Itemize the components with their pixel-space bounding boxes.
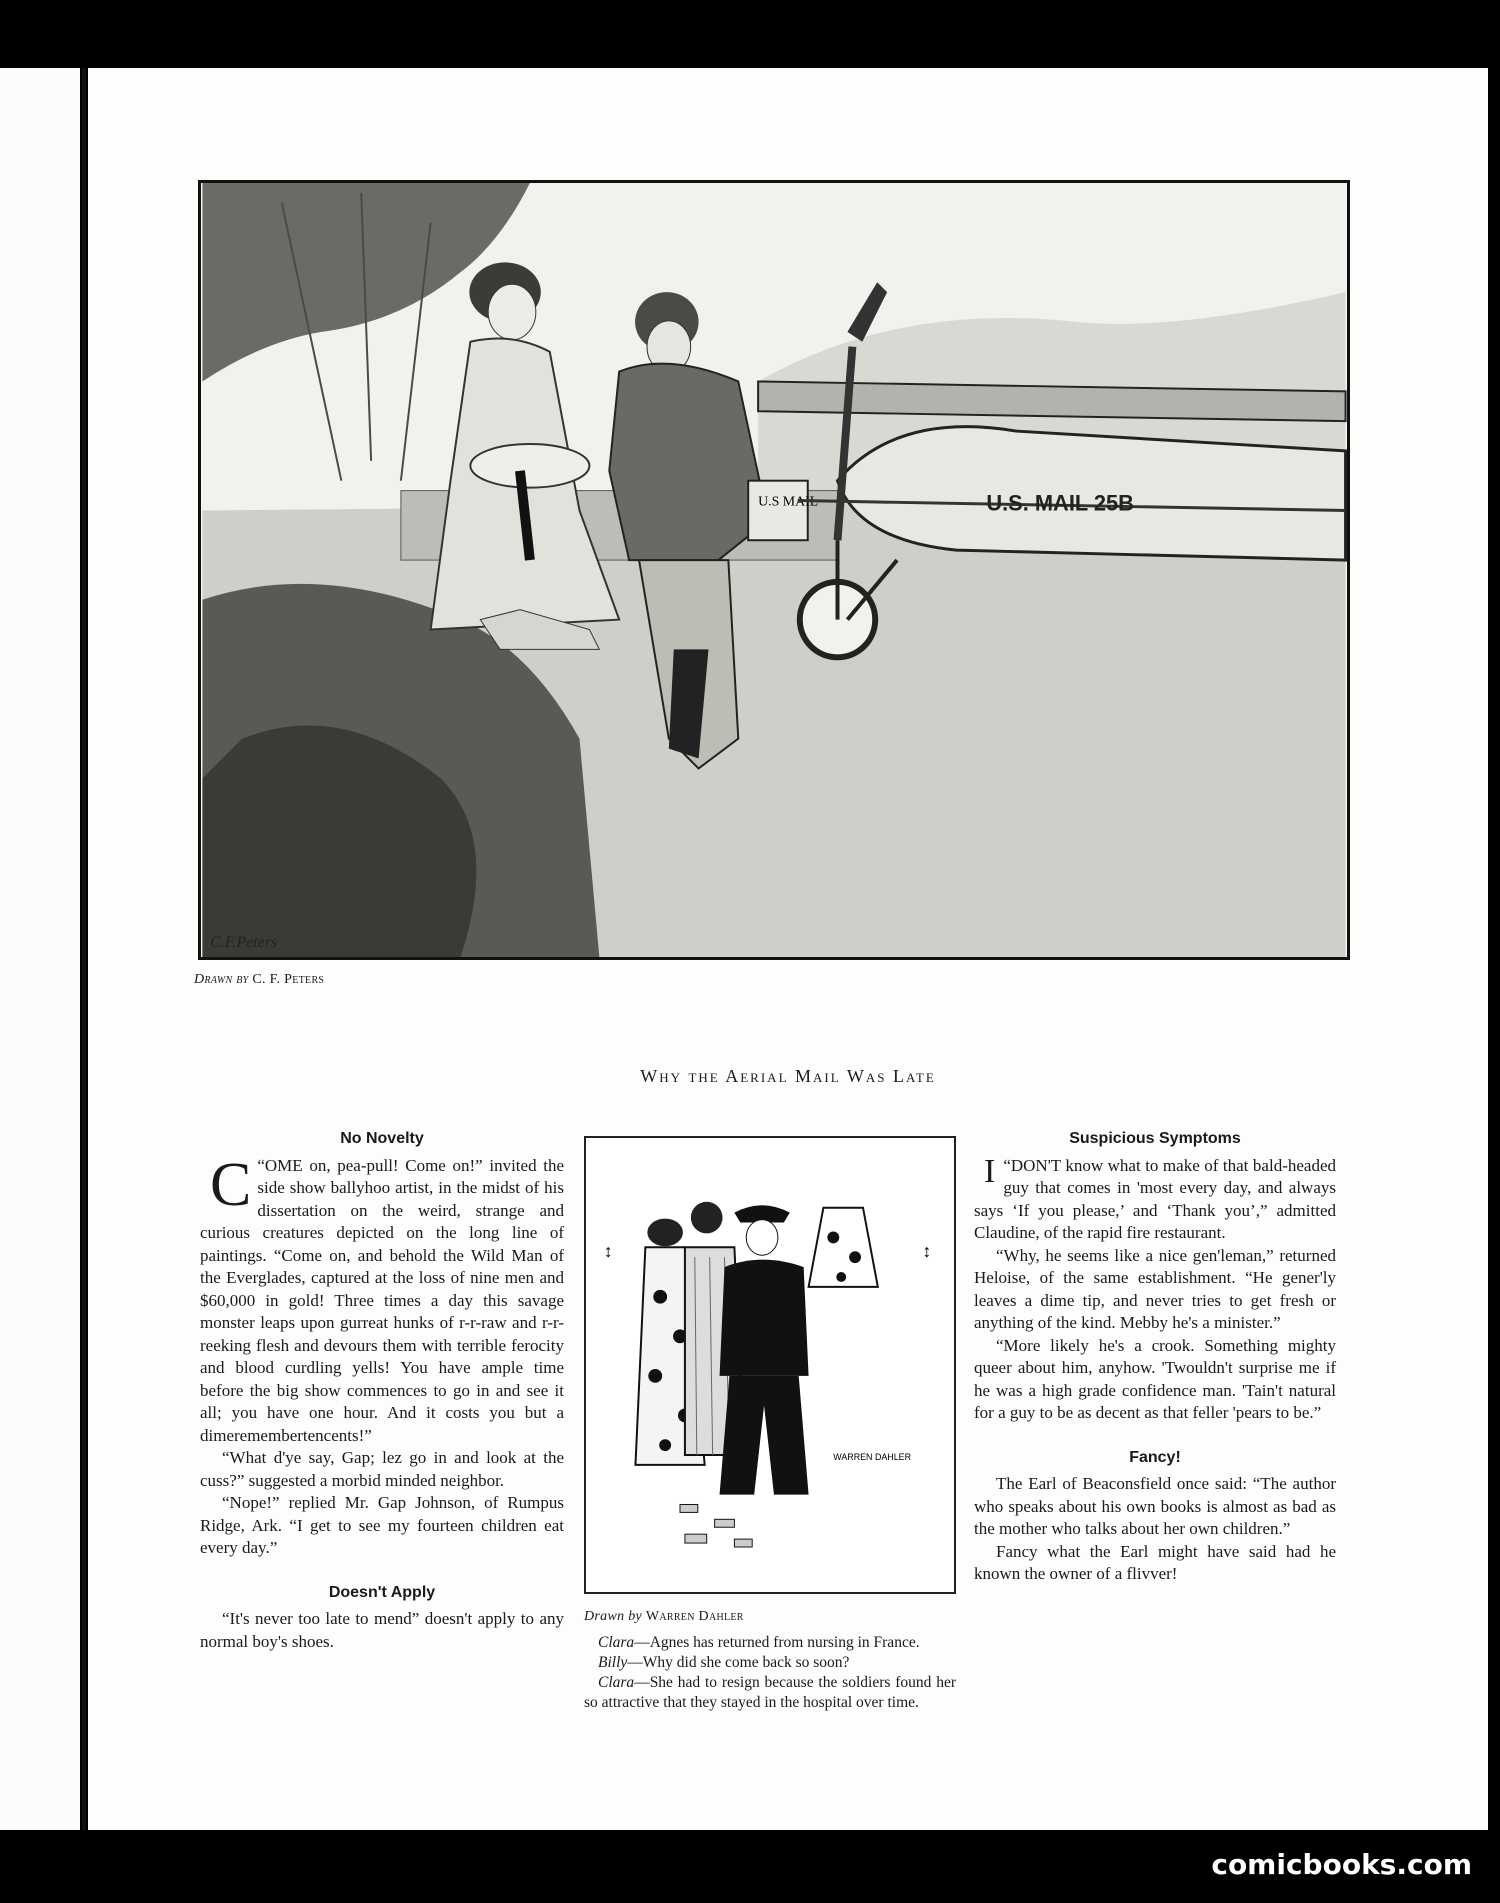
cartoon-dialogue <box>584 1633 956 1713</box>
article-heading: Doesn't Apply <box>328 1583 436 1601</box>
cartoon-title: Why the Aerial Mail Was Late <box>640 1066 936 1086</box>
article-paragraph: “More likely he's a crook. Something mighty queer about him, anyhow. 'Twouldn't surprise me if he was a high grade confidence man. 'Tain't natural for a guy to be as decent as that feller 'pears to be.” <box>974 1335 1336 1422</box>
main-cartoon-credit <box>194 972 324 988</box>
mail-bag-text: U.S MAIL <box>758 494 819 510</box>
article-paragraph: I “DON'T know what to make of that bald-headed guy that comes in 'most every day, and always says ‘If you please,’ and ‘Thank you’,” admitted Claudine, of the rapid fire restaurant. <box>974 1152 1336 1242</box>
plane-marking-text: U.S. MAIL 25B <box>986 490 1134 516</box>
left-page-edge <box>0 68 80 1830</box>
dialogue-line: Clara—She had to resign because the soldiers found her so attractive that they stayed in the hospital over time. <box>584 1673 956 1711</box>
nurse-cartoon <box>584 1136 956 1594</box>
right-column <box>974 1128 1336 1586</box>
dialogue-line: Clara—Agnes has returned from nursing in France. <box>598 1633 920 1651</box>
site-watermark: comicbooks.com <box>1211 1848 1472 1881</box>
left-column <box>200 1128 564 1653</box>
magazine-page <box>88 68 1488 1830</box>
article-paragraph: “It's never too late to mend” doesn't apply to any normal boy's shoes. <box>200 1609 564 1651</box>
page-gutter <box>82 68 86 1830</box>
article-heading: Suspicious Symptoms <box>1069 1130 1241 1147</box>
article-paragraph: Fancy what the Earl might have said had he known the owner of a flivver! <box>974 1541 1336 1583</box>
artist-signature: WARREN DAHLER <box>833 1451 912 1462</box>
middle-column <box>584 1136 956 1713</box>
middle-cartoon-credit: Drawn by Warren Dahler <box>584 1609 744 1624</box>
dialogue-line: Billy—Why did she come back so soon? <box>598 1653 850 1671</box>
article-paragraph: “Why, he seems like a nice gen'leman,” returned Heloise, of the same establishment. “He gener'ly leaves a dime tip, and never tries to get fresh or anything of the kind. Mebby he's a minister.” <box>974 1245 1336 1332</box>
cartoon-drawing <box>201 183 1347 957</box>
nurse-cartoon-drawing <box>586 1138 954 1592</box>
arrow-icon: ↕ <box>603 1241 613 1262</box>
article-heading: No Novelty <box>340 1130 424 1147</box>
article-paragraph: “Nope!” replied Mr. Gap Johnson, of Rumpus Ridge, Ark. “I get to see my fourteen children eat every day.” <box>200 1493 564 1557</box>
drop-cap: C <box>210 1150 252 1219</box>
artist-signature: C.F.Peters <box>210 934 278 952</box>
article-paragraph: “What d'ye say, Gap; lez go in and look at the cuss?” suggested a morbid minded neighbor. <box>200 1448 564 1490</box>
article-paragraph: The Earl of Beaconsfield once said: “The author who speaks about his own books is almost as bad as the mother who talks about her own children.” <box>974 1474 1336 1538</box>
credit-prefix: Drawn by <box>194 972 249 987</box>
article-paragraph: C “OME on, pea-pull! Come on!” invited the side show ballyhoo artist, in the midst of his dissertation on the weird, strange and curious creatures depicted on the long line of paintings. “Come on, and behold the Wild Man of the Everglades, captured at the loss of nine men and $60,000 in gold! Three times a day this savage monster leaps upon gurreat hunks of r-r-raw and r-r-reeking flesh and devours them with terrible ferocity and blood curdling yells! You have ample time before the big show commences to go in and see it all; you have one hour. And it costs you but a dimeremembertencents!” <box>200 1150 564 1445</box>
article-heading: Fancy! <box>1129 1448 1181 1466</box>
credit-artist: C. F. Peters <box>252 972 325 987</box>
arrow-icon: ↕ <box>922 1241 932 1262</box>
aerial-mail-cartoon <box>198 180 1350 960</box>
drop-cap: I <box>984 1152 996 1190</box>
